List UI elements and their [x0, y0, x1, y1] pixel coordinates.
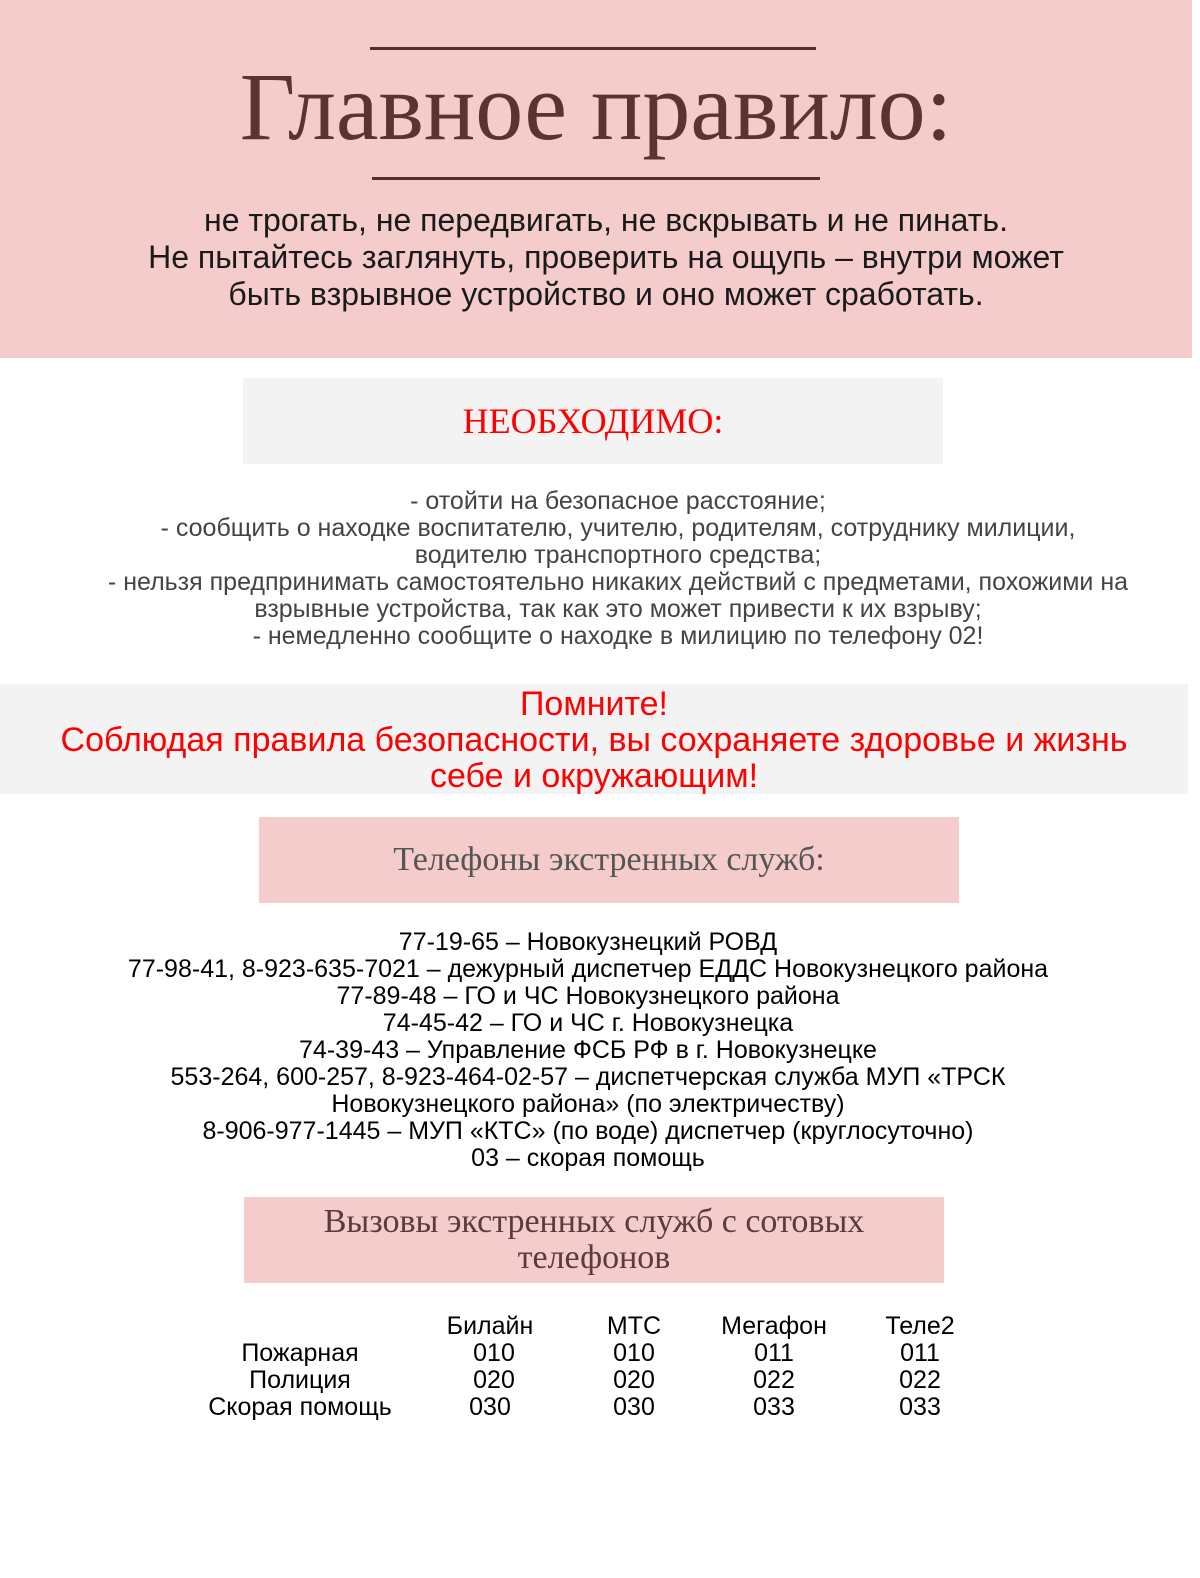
phone-entry: 74-45-42 – ГО и ЧС г. Новокузнецка [382, 1009, 794, 1037]
service-name: Скорая помощь [208, 1393, 392, 1421]
title-bottom-rule [372, 177, 820, 180]
remember-line: Помните! [519, 685, 669, 723]
remember-line: Соблюдая правила безопасности, вы сохраняете здоровье и жизнь [60, 721, 1128, 759]
phone-entry: Новокузнецкого района» (по электричеству) [331, 1090, 845, 1118]
operator-header: Теле2 [885, 1312, 955, 1340]
necessary-item: водителю транспортного средства; [414, 541, 822, 569]
service-code: 033 [899, 1393, 941, 1421]
main-rule-line: быть взрывное устройство и оно может сработать. [228, 276, 984, 312]
mobile-heading-line: Вызовы экстренных служб с сотовых [323, 1203, 865, 1240]
necessary-item: взрывные устройства, так как это может привести к их взрыву; [254, 595, 982, 623]
necessary-item: - немедленно сообщите о находке в милицию по телефону 02! [252, 622, 984, 650]
service-code: 011 [754, 1339, 794, 1367]
phones-heading: Телефоны экстренных служб: [393, 841, 825, 878]
service-code: 011 [900, 1339, 940, 1367]
service-name: Полиция [249, 1366, 351, 1394]
operator-header: МТС [606, 1312, 662, 1340]
main-rule-line: Не пытайтесь заглянуть, проверить на ощупь – внутри может [148, 239, 1064, 275]
service-code: 020 [473, 1366, 515, 1394]
operator-header: Мегафон [721, 1312, 827, 1340]
service-code: 022 [753, 1366, 795, 1394]
mobile-heading [244, 1197, 944, 1276]
service-code: 030 [469, 1393, 511, 1421]
service-code: 033 [753, 1393, 795, 1421]
service-code: 020 [613, 1366, 655, 1394]
phones-heading-box [259, 817, 959, 903]
service-code: 030 [613, 1393, 655, 1421]
main-rule-line: не трогать, не передвигать, не вскрывать и не пинать. [204, 202, 1008, 238]
phone-entry: 77-19-65 – Новокузнецкий РОВД [398, 928, 778, 956]
service-name: Пожарная [241, 1339, 359, 1367]
phone-entry: 77-89-48 – ГО и ЧС Новокузнецкого района [336, 982, 840, 1010]
operator-header: Билайн [446, 1312, 534, 1340]
service-code: 010 [473, 1339, 515, 1367]
remember-line: себе и окружающим! [429, 757, 759, 795]
remember-banner [0, 684, 1188, 794]
phone-entry: 8-906-977-1445 – МУП «КТС» (по воде) диспетчер (круглосуточно) [202, 1117, 974, 1145]
necessary-heading: НЕОБХОДИМО: [462, 401, 724, 441]
necessary-item: - нельзя предпринимать самостоятельно никаких действий с предметами, похожими на [107, 568, 1129, 596]
mobile-heading-line: телефонов [517, 1239, 671, 1276]
service-code: 022 [899, 1366, 941, 1394]
main-rule-title: Главное правило: [239, 53, 953, 160]
phones-list [0, 929, 1176, 1172]
title-top-rule [370, 47, 816, 50]
phone-entry: 03 – скорая помощь [471, 1144, 705, 1172]
main-rule-text [0, 202, 1200, 313]
mobile-heading-box [244, 1197, 944, 1283]
phone-entry: 74-39-43 – Управление ФСБ РФ в г. Новокузнецке [299, 1036, 877, 1064]
necessary-heading-box [243, 378, 943, 464]
phone-entry: 77-98-41, 8-923-635-7021 – дежурный диспетчер ЕДДС Новокузнецкого района [127, 955, 1049, 983]
main-rule-banner [0, 0, 1192, 358]
phone-entry: 553-264, 600-257, 8-923-464-02-57 – диспетчерская служба МУП «ТРСК [170, 1063, 1006, 1091]
necessary-item: - отойти на безопасное расстояние; [410, 487, 826, 515]
service-code: 010 [613, 1339, 655, 1367]
necessary-item: - сообщить о находке воспитателю, учителю, родителям, сотруднику милиции, [160, 514, 1076, 542]
necessary-list [0, 488, 1200, 650]
